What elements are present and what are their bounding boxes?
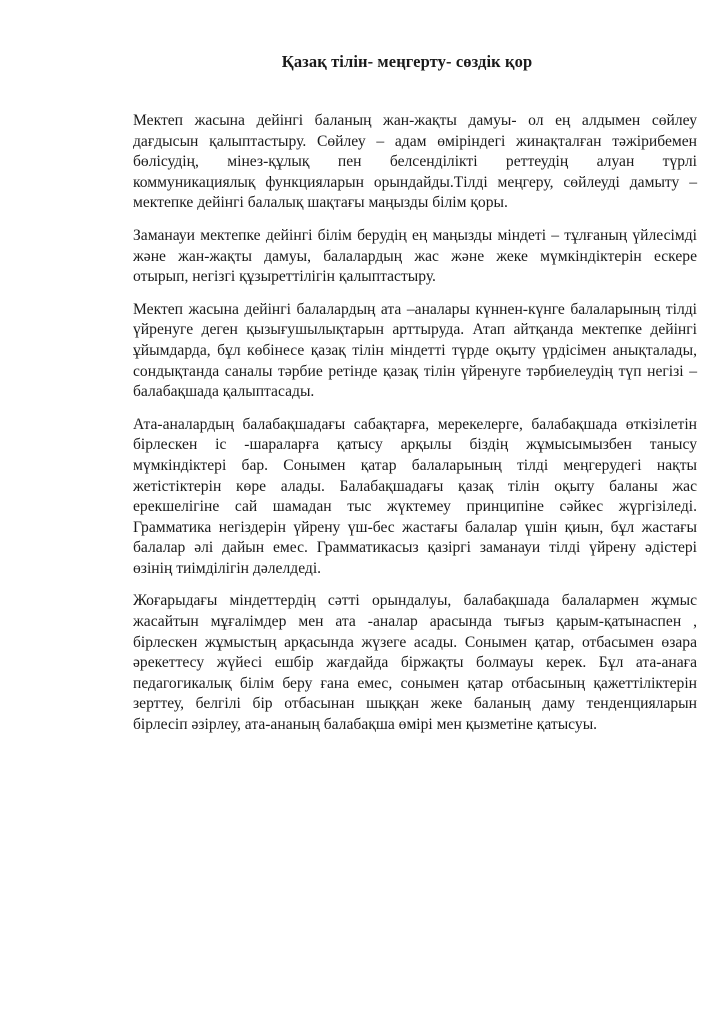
text-line: педагогикалық білім беру ғана емес, сонымен қатар отбасының қажеттіліктерін: [133, 674, 697, 692]
document-body: [133, 111, 697, 748]
text-line: Жоғарыдағы міндеттердің сәтті орындалуы, балабақшада балалармен жұмыс: [133, 592, 697, 610]
text-line: коммуникациялық функцияларын орындайды.Тілді меңгеру, сөйлеуді дамыту –: [133, 173, 697, 191]
text-line: бірлесіп әзірлеу, ата-ананың балабақша өмірі мен қызметіне қатысуы.: [133, 716, 598, 734]
text-line: Заманауи мектепке дейінгі білім берудің ең маңызды міндеті – тұлғаның үйлесімді: [133, 226, 697, 244]
text-line: ерекшелігіне сай шамадан тыс жүктемеу принципіне сәйкес жүргізіледі.: [133, 498, 697, 516]
text-line: сондықтанда саналы тәрбие ретінде қазақ тілін үйренуге тәрбиелеудің түп негізі –: [133, 362, 697, 380]
text-line: дағдысын қалыптастыру. Сөйлеу – адам өміріндегі жинақталған тәжірибемен: [133, 132, 697, 150]
text-line: мектепке дейінгі балалық шақтағы маңызды білім қоры.: [133, 194, 508, 212]
text-line: әрекеттесу жүйесі ешбір жағдайда біржақты болмауы керек. Бұл ата-анаға: [133, 654, 697, 672]
text-line: бірлескен іс -шараларға қатысу арқылы біздің жұмысымызбен танысу: [133, 436, 697, 454]
text-line: мүмкіндіктері бар. Сонымен қатар балаларының тілді меңгерудегі нақты: [133, 456, 697, 474]
text-line: балалар әлі дайын емес. Грамматикасыз қазіргі заманауи тілді үйрену әдістері: [133, 539, 697, 557]
text-line: ұйымдарда, бұл көбінесе қазақ тілін міндетті түрде оқыту үрдісімен анықталады,: [133, 341, 697, 359]
text-line: Ата-аналардың балабақшадағы сабақтарға, мерекелерге, балабақшада өткізілетін: [133, 415, 697, 433]
paragraph-2: [133, 226, 697, 288]
text-line: бөлісудің, мінез-құлық пен белсенділікті реттеудің алуан түрлі: [133, 153, 697, 171]
paragraph-4: [133, 415, 697, 580]
paragraph-3: [133, 300, 697, 403]
paragraph-1: [133, 111, 697, 214]
text-line: жетістіктерін көре алады. Балабақшадағы қазақ тілін оқыту баланы жас: [133, 477, 697, 495]
text-line: Мектеп жасына дейінгі баланың жан-жақты дамуы- ол ең алдымен сөйлеу: [133, 112, 697, 129]
document-title: Қазақ тілін- меңгерту- сөздік қор: [281, 52, 533, 71]
text-line: отырып, негізгі құзыреттілігін қалыптастыру.: [133, 268, 436, 286]
text-line: жасайтын мұғалімдер мен ата -аналар арасында тығыз қарым-қатынаспен ,: [133, 613, 697, 631]
text-line: бірлескен жұмыстың арқасында жүзеге асады. Сонымен қатар, отбасымен өзара: [133, 633, 697, 651]
text-line: үйренуге деген қызығушылықтарын арттыруда. Атап айтқанда мектепке дейінгі: [133, 321, 697, 339]
text-line: балабақшада қалыптасады.: [133, 383, 315, 401]
text-line: Грамматика негіздерін үйрену үш-бес жастағы балалар үшін қиын, бұл жастағы: [133, 518, 697, 536]
text-line: және жан-жақты дамуы, балалардың жас және жеке мүмкіндіктерін ескере: [133, 247, 697, 265]
text-line: зерттеу, белгілі бір отбасынан шыққан жеке баланың даму тенденцияларын: [133, 695, 697, 713]
text-line: Мектеп жасына дейінгі балалардың ата –аналары күннен-күнге балаларының тілді: [133, 300, 697, 318]
paragraph-5: [133, 591, 697, 735]
text-line: өзінің тиімділігін дәлелдеді.: [133, 559, 322, 577]
